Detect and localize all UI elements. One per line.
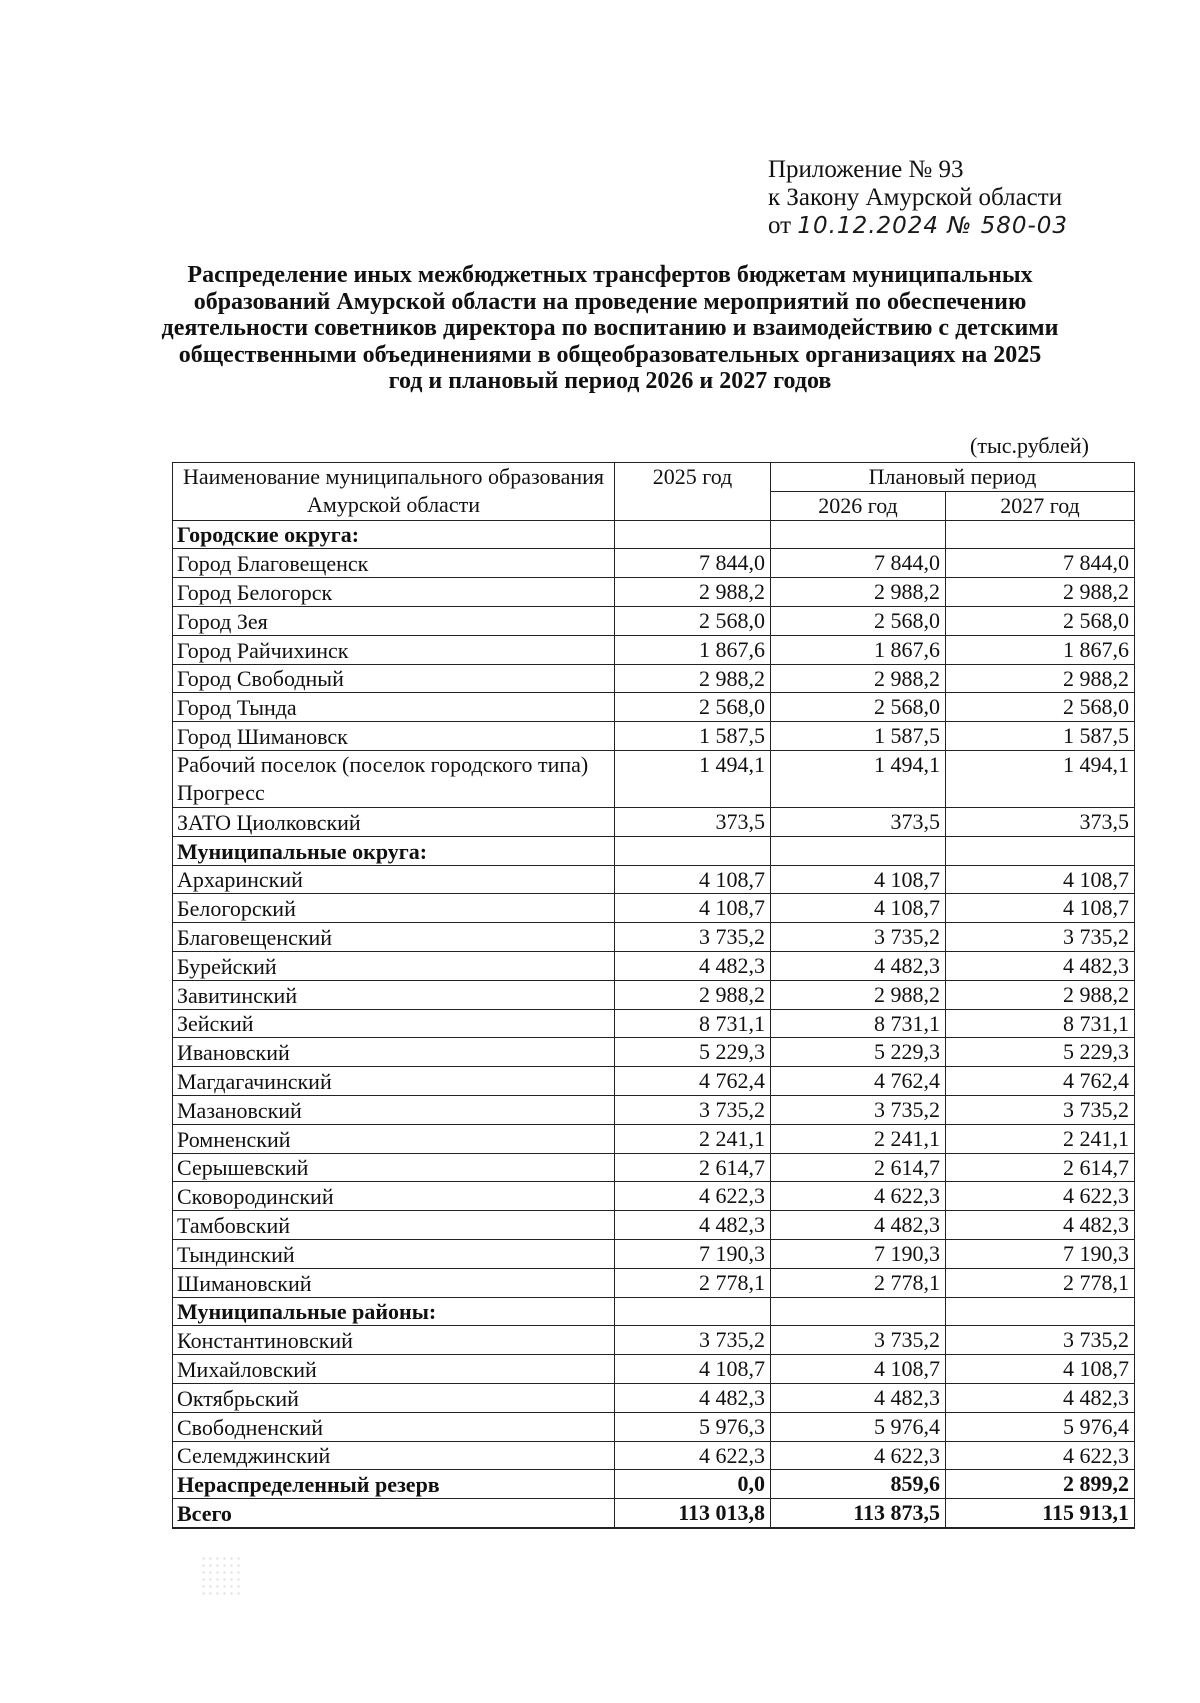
value-2027: 4 622,3 xyxy=(946,1182,1135,1211)
value-2027: 2 241,1 xyxy=(946,1124,1135,1153)
value-2027: 373,5 xyxy=(946,807,1135,836)
value-2025: 1 867,6 xyxy=(615,635,771,664)
document-title: Распределение иных межбюджетных трансфертов бюджетам муниципальных образований Амурской области на проведение мероприятий по обеспечению деятельности советников директора по воспитанию и взаимодействию с детскими общественными объединениями в общеобразовательных организациях на 2025 год и плановый период 2026 и 2027 годов xyxy=(161,262,1059,394)
value-2026: 7 844,0 xyxy=(771,549,946,578)
group-title: Городские округа: xyxy=(173,520,615,549)
value-2026: 2 778,1 xyxy=(771,1268,946,1297)
value-2026: 8 731,1 xyxy=(771,1009,946,1038)
value-2026: 859,6 xyxy=(771,1470,946,1499)
empty-cell xyxy=(615,520,771,549)
row-name: Зейский xyxy=(173,1009,615,1038)
row-name: Мазановский xyxy=(173,1095,615,1124)
value-2026: 4 108,7 xyxy=(771,865,946,894)
units-label: (тыс.рублей) xyxy=(970,433,1089,458)
value-2025: 4 622,3 xyxy=(615,1182,771,1211)
value-2025: 2 988,2 xyxy=(615,664,771,693)
value-2026: 3 735,2 xyxy=(771,1326,946,1355)
header-2025: 2025 год xyxy=(615,463,771,521)
table-row xyxy=(173,980,1135,1009)
row-name: Свободненский xyxy=(173,1412,615,1441)
value-2026: 4 482,3 xyxy=(771,1211,946,1240)
empty-cell xyxy=(946,1297,1135,1326)
value-2027: 7 190,3 xyxy=(946,1239,1135,1268)
value-2027: 4 108,7 xyxy=(946,1355,1135,1384)
value-2027: 4 622,3 xyxy=(946,1441,1135,1470)
table-row xyxy=(173,1153,1135,1182)
value-2026: 4 108,7 xyxy=(771,1355,946,1384)
table-row xyxy=(173,1009,1135,1038)
table-row xyxy=(173,750,1135,807)
value-2025: 2 778,1 xyxy=(615,1268,771,1297)
table-row xyxy=(173,1067,1135,1096)
row-name: Шимановский xyxy=(173,1268,615,1297)
appendix-law: к Закону Амурской области xyxy=(768,184,1063,211)
table-row xyxy=(173,664,1135,693)
table-row xyxy=(173,578,1135,607)
group-header-row xyxy=(173,836,1135,865)
value-2026: 2 614,7 xyxy=(771,1153,946,1182)
value-2027: 2 899,2 xyxy=(946,1470,1135,1499)
row-name: Завитинский xyxy=(173,980,615,1009)
row-name: Город Райчихинск xyxy=(173,635,615,664)
table-row xyxy=(173,807,1135,836)
value-2027: 4 482,3 xyxy=(946,951,1135,980)
row-name: Белогорский xyxy=(173,894,615,923)
value-2025: 4 482,3 xyxy=(615,1383,771,1412)
row-name: Город Белогорск xyxy=(173,578,615,607)
value-2025: 3 735,2 xyxy=(615,923,771,952)
value-2027: 2 988,2 xyxy=(946,578,1135,607)
value-2027: 3 735,2 xyxy=(946,923,1135,952)
value-2025: 8 731,1 xyxy=(615,1009,771,1038)
table-row xyxy=(173,606,1135,635)
value-2026: 4 108,7 xyxy=(771,894,946,923)
value-2026: 373,5 xyxy=(771,807,946,836)
value-2025: 4 108,7 xyxy=(615,1355,771,1384)
value-2027: 2 988,2 xyxy=(946,664,1135,693)
value-2025: 1 494,1 xyxy=(615,750,771,807)
row-name: Серышевский xyxy=(173,1153,615,1182)
row-name: Город Свободный xyxy=(173,664,615,693)
table-row xyxy=(173,549,1135,578)
value-2026: 1 587,5 xyxy=(771,722,946,751)
appendix-number: Приложение № 93 xyxy=(768,156,964,183)
row-name: Сковородинский xyxy=(173,1182,615,1211)
header-planned-period: Плановый период xyxy=(771,463,1135,492)
handwritten-date-number: 10.12.2024 № 580-03 xyxy=(797,213,1069,239)
group-header-row xyxy=(173,1297,1135,1326)
table-row xyxy=(173,923,1135,952)
row-name: Ивановский xyxy=(173,1038,615,1067)
table-row xyxy=(173,1326,1135,1355)
value-2027: 4 482,3 xyxy=(946,1383,1135,1412)
row-name: Город Зея xyxy=(173,606,615,635)
value-2025: 2 988,2 xyxy=(615,578,771,607)
row-name: Тамбовский xyxy=(173,1211,615,1240)
table-row xyxy=(173,951,1135,980)
value-2025: 1 587,5 xyxy=(615,722,771,751)
row-name: Город Благовещенск xyxy=(173,549,615,578)
row-name: Нераспределенный резерв xyxy=(173,1470,615,1499)
reserve-row xyxy=(173,1470,1135,1499)
value-2027: 1 494,1 xyxy=(946,750,1135,807)
value-2026: 5 229,3 xyxy=(771,1038,946,1067)
row-name: Селемджинский xyxy=(173,1441,615,1470)
value-2026: 1 867,6 xyxy=(771,635,946,664)
table-row xyxy=(173,894,1135,923)
row-name: Архаринский xyxy=(173,865,615,894)
value-2026: 3 735,2 xyxy=(771,923,946,952)
row-name: Константиновский xyxy=(173,1326,615,1355)
row-name: Рабочий поселок (поселок городского типа) Прогресс xyxy=(173,750,615,807)
row-name: Бурейский xyxy=(173,951,615,980)
row-name: Михайловский xyxy=(173,1355,615,1384)
value-2025: 3 735,2 xyxy=(615,1095,771,1124)
value-2025: 4 108,7 xyxy=(615,894,771,923)
row-name: Магдагачинский xyxy=(173,1067,615,1096)
group-title: Муниципальные округа: xyxy=(173,836,615,865)
header-name: Наименование муниципального образования Амурской области xyxy=(173,463,615,521)
value-2025: 0,0 xyxy=(615,1470,771,1499)
value-2025: 2 614,7 xyxy=(615,1153,771,1182)
row-name: Всего xyxy=(173,1499,615,1528)
table-row xyxy=(173,693,1135,722)
value-2025: 2 988,2 xyxy=(615,980,771,1009)
value-2027: 2 778,1 xyxy=(946,1268,1135,1297)
value-2025: 5 976,3 xyxy=(615,1412,771,1441)
value-2025: 5 229,3 xyxy=(615,1038,771,1067)
value-2027: 2 568,0 xyxy=(946,606,1135,635)
total-row xyxy=(173,1499,1135,1528)
table-row xyxy=(173,1038,1135,1067)
value-2027: 5 229,3 xyxy=(946,1038,1135,1067)
transfers-table xyxy=(172,462,1135,1529)
empty-cell xyxy=(946,836,1135,865)
value-2027: 2 568,0 xyxy=(946,693,1135,722)
table-header-row xyxy=(173,463,1135,492)
table-row xyxy=(173,1412,1135,1441)
appendix-date-prefix: от xyxy=(768,212,792,239)
table-row xyxy=(173,722,1135,751)
table-row xyxy=(173,1239,1135,1268)
value-2026: 4 622,3 xyxy=(771,1441,946,1470)
empty-cell xyxy=(615,836,771,865)
group-header-row xyxy=(173,520,1135,549)
scan-speck xyxy=(200,1555,240,1595)
value-2025: 4 482,3 xyxy=(615,951,771,980)
value-2026: 5 976,4 xyxy=(771,1412,946,1441)
value-2026: 2 241,1 xyxy=(771,1124,946,1153)
value-2026: 4 762,4 xyxy=(771,1067,946,1096)
table-row xyxy=(173,1383,1135,1412)
value-2027: 4 108,7 xyxy=(946,865,1135,894)
value-2026: 4 482,3 xyxy=(771,951,946,980)
table-row xyxy=(173,1441,1135,1470)
value-2025: 4 762,4 xyxy=(615,1067,771,1096)
appendix-date-line xyxy=(768,212,1188,240)
value-2025: 4 622,3 xyxy=(615,1441,771,1470)
table-row xyxy=(173,1124,1135,1153)
table-row xyxy=(173,1095,1135,1124)
value-2026: 2 568,0 xyxy=(771,693,946,722)
empty-cell xyxy=(771,1297,946,1326)
table-body xyxy=(173,520,1135,1528)
value-2025: 2 568,0 xyxy=(615,606,771,635)
value-2026: 4 622,3 xyxy=(771,1182,946,1211)
value-2027: 7 844,0 xyxy=(946,549,1135,578)
value-2026: 2 568,0 xyxy=(771,606,946,635)
value-2027: 8 731,1 xyxy=(946,1009,1135,1038)
value-2026: 113 873,5 xyxy=(771,1499,946,1528)
table-row xyxy=(173,1182,1135,1211)
value-2025: 4 482,3 xyxy=(615,1211,771,1240)
value-2025: 7 844,0 xyxy=(615,549,771,578)
value-2026: 4 482,3 xyxy=(771,1383,946,1412)
empty-cell xyxy=(615,1297,771,1326)
value-2027: 4 108,7 xyxy=(946,894,1135,923)
value-2025: 4 108,7 xyxy=(615,865,771,894)
value-2025: 3 735,2 xyxy=(615,1326,771,1355)
value-2027: 5 976,4 xyxy=(946,1412,1135,1441)
row-name: ЗАТО Циолковский xyxy=(173,807,615,836)
header-2026: 2026 год xyxy=(771,491,946,520)
value-2027: 115 913,1 xyxy=(946,1499,1135,1528)
row-name: Ромненский xyxy=(173,1124,615,1153)
group-title: Муниципальные районы: xyxy=(173,1297,615,1326)
value-2025: 2 241,1 xyxy=(615,1124,771,1153)
value-2027: 1 867,6 xyxy=(946,635,1135,664)
table-row xyxy=(173,635,1135,664)
value-2027: 4 482,3 xyxy=(946,1211,1135,1240)
appendix-header xyxy=(768,156,1188,240)
value-2026: 3 735,2 xyxy=(771,1095,946,1124)
value-2027: 4 762,4 xyxy=(946,1067,1135,1096)
value-2026: 1 494,1 xyxy=(771,750,946,807)
header-2027: 2027 год xyxy=(946,491,1135,520)
table-row xyxy=(173,865,1135,894)
table-row xyxy=(173,1211,1135,1240)
empty-cell xyxy=(771,836,946,865)
row-name: Город Шимановск xyxy=(173,722,615,751)
value-2025: 373,5 xyxy=(615,807,771,836)
value-2025: 7 190,3 xyxy=(615,1239,771,1268)
value-2027: 1 587,5 xyxy=(946,722,1135,751)
value-2025: 113 013,8 xyxy=(615,1499,771,1528)
table-row xyxy=(173,1268,1135,1297)
empty-cell xyxy=(946,520,1135,549)
value-2027: 2 988,2 xyxy=(946,980,1135,1009)
value-2027: 2 614,7 xyxy=(946,1153,1135,1182)
value-2026: 2 988,2 xyxy=(771,980,946,1009)
value-2027: 3 735,2 xyxy=(946,1095,1135,1124)
row-name: Благовещенский xyxy=(173,923,615,952)
value-2026: 7 190,3 xyxy=(771,1239,946,1268)
table-row xyxy=(173,1355,1135,1384)
row-name: Октябрьский xyxy=(173,1383,615,1412)
value-2027: 3 735,2 xyxy=(946,1326,1135,1355)
value-2026: 2 988,2 xyxy=(771,578,946,607)
value-2025: 2 568,0 xyxy=(615,693,771,722)
value-2026: 2 988,2 xyxy=(771,664,946,693)
empty-cell xyxy=(771,520,946,549)
row-name: Тындинский xyxy=(173,1239,615,1268)
row-name: Город Тында xyxy=(173,693,615,722)
